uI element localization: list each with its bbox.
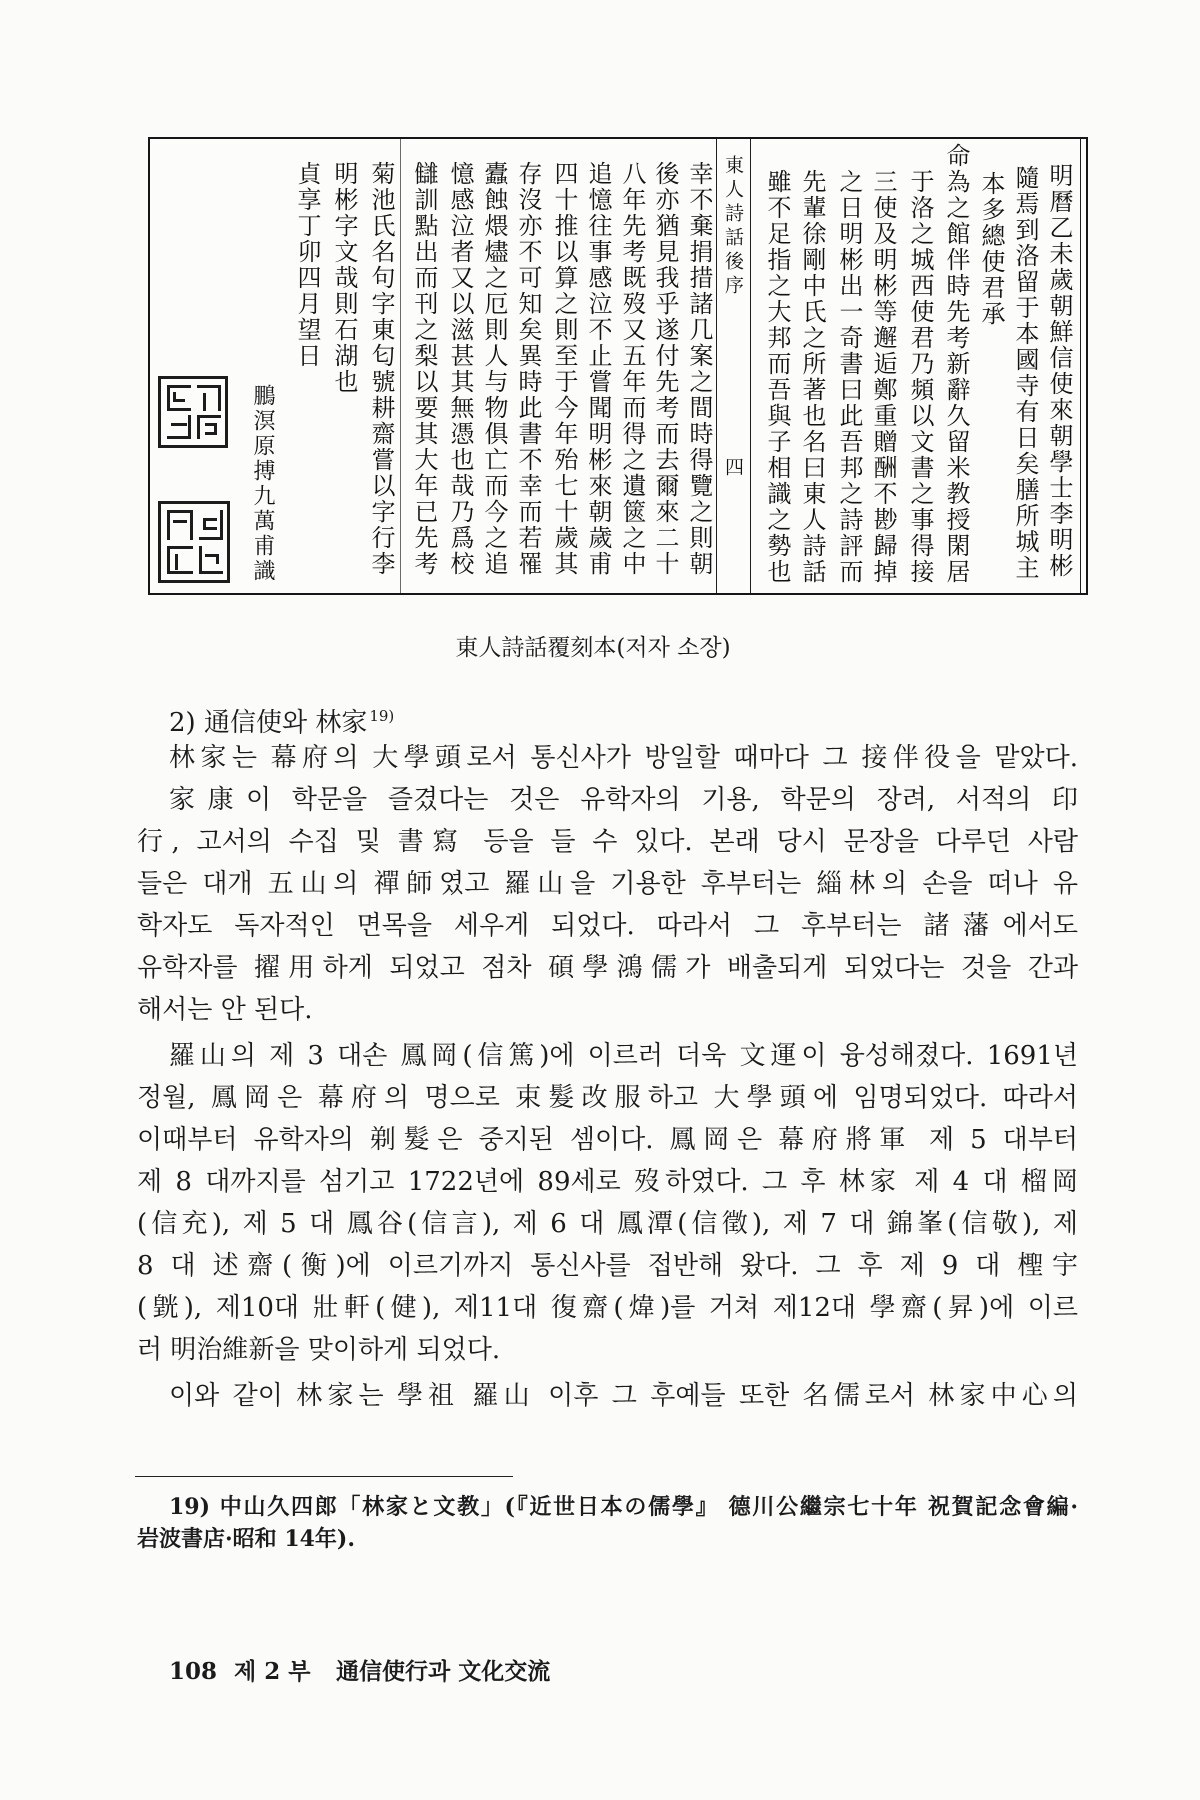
figure-signature: 鵬溟原搏九萬甫識 (250, 384, 275, 584)
footnote-number: 19) (169, 1494, 211, 1520)
figure-text-column: 八年先考既歿又五年而得之遺篋之中 (618, 161, 646, 577)
figure-text-column: 隨焉到洛留于本國寺有日矣膳所城主 (1011, 165, 1039, 581)
page-edge-line (400, 139, 401, 593)
paragraph (137, 779, 1078, 1031)
figure-text-column: 明彬字文哉則石湖也 (330, 161, 358, 395)
page-number: 108 (169, 1658, 218, 1685)
figure-text-column: 蠹蝕煨燼之厄則人与物俱亡而今之追 (480, 161, 508, 577)
paragraph (137, 1375, 1078, 1417)
frame-line-right (1080, 139, 1081, 593)
figure-text-column: 之日明彬出一奇書曰此吾邦之詩評而 (835, 169, 863, 585)
body-line: 유학자를 擢用하게 되었고 점차 碩學鴻儒가 배출되게 되었다는 것을 간과 (137, 953, 1078, 983)
figure-text-column: 後亦猶見我乎遂付先考而去爾來二十 (651, 161, 679, 577)
body-line: 정월, 鳳岡은 幕府의 명으로 束髮改服하고 大學頭에 임명되었다. 따라서 (137, 1083, 1078, 1113)
seal-stamp-upper (158, 376, 228, 448)
gutter-title: 東人詩話後序 (722, 155, 744, 299)
body-line: (信充), 제 5 대 鳳谷(信言), 제 6 대 鳳潭(信徵), 제 7 대 錦峯(信敬), 제 (137, 1209, 1078, 1239)
figure-text-column: 讎訓點出而刊之梨以要其大年已先考 (410, 161, 438, 577)
figure-text-column: 于洛之城西使君乃頻以文書之事得接 (906, 169, 934, 585)
figure-text-column: 憶感泣者又以滋甚其無憑也哉乃爲校 (446, 161, 474, 577)
paragraph (137, 1035, 1078, 1371)
body-line: 해서는 안 된다. (137, 995, 313, 1025)
footnote-line: 岩波書店·昭和 14年). (137, 1526, 356, 1552)
figure-text-column: 幸不棄捐措諸几案之間時得覽之則朝 (685, 161, 713, 577)
gutter-line-right (750, 139, 751, 593)
gutter-line-left (716, 139, 717, 593)
body-line: 林家는 幕府의 大學頭로서 통신사가 방일할 때마다 그 接伴役을 맡았다. (169, 743, 1078, 773)
body-line: 行, 고서의 수집 및 書寫 등을 들 수 있다. 본래 당시 문장을 다루던 사람 (137, 827, 1078, 857)
figure-text-column: 三使及明彬等邂逅鄭重贈酬不尠歸掉 (869, 169, 897, 585)
figure-text-column: 貞享丁卯四月望日 (293, 161, 321, 369)
figure-text-column: 存沒亦不可知矣異時此書不幸而若罹 (514, 161, 542, 577)
figure-text-column: 本多總使君承 (977, 171, 1005, 327)
body-text (137, 737, 1078, 1417)
body-line: 러 明治維新을 맞이하게 되었다. (137, 1335, 501, 1365)
footnote-divider (135, 1476, 513, 1477)
figure-text-column: 明曆乙未歲朝鮮信使來朝學士李明彬 (1045, 163, 1073, 579)
body-line: 8 대 述齋(衡)에 이르기까지 통신사를 접반해 왔다. 그 후 제 9 대 檉宇 (137, 1251, 1078, 1281)
body-line: 이와 같이 林家는 學祖 羅山 이후 그 후예들 또한 名儒로서 林家中心의 (169, 1381, 1078, 1411)
body-line: 家康이 학문을 즐겼다는 것은 유학자의 기용, 학문의 장려, 서적의 印 (169, 785, 1078, 815)
body-line: (皝), 제10대 壯軒(健), 제11대 復齋(煒)를 거쳐 제12대 學齋(昇)에 이르 (137, 1293, 1078, 1323)
section-heading-text: 2) 通信使와 林家 (169, 708, 368, 738)
figure-text-column: 雖不足指之大邦而吾與子相識之勢也 (763, 169, 791, 585)
body-line: 제 8 대까지를 섬기고 1722년에 89세로 歿하였다. 그 후 林家 제 4 대 榴岡 (137, 1167, 1078, 1197)
paragraph (137, 737, 1078, 779)
footnote-line (137, 1491, 1078, 1523)
footnote-text: 中山久四郎「林家と文教」(『近世日本の儒學』 德川公繼宗七十年 祝賀記念會編· (218, 1494, 1078, 1520)
woodblock-figure (148, 137, 1088, 595)
footnote (137, 1491, 1078, 1555)
figure-caption: 東人詩話覆刻本(저자 소장) (455, 635, 731, 661)
figure-text-column: 四十推以算之則至于今年殆七十歲其 (550, 161, 578, 577)
body-line: 들은 대개 五山의 禪師였고 羅山을 기용한 후부터는 緇林의 손을 떠나 유 (137, 869, 1078, 899)
gutter-leaf-number: 四 (722, 457, 744, 481)
body-line: 이때부터 유학자의 剃髮은 중지된 셈이다. 鳳岡은 幕府將軍 제 5 대부터 (137, 1125, 1078, 1155)
footer-part: 제 2 부 (234, 1658, 311, 1685)
footnote-reference: 19) (369, 707, 395, 725)
figure-text-column: 先輩徐剛中氏之所著也名曰東人詩話 (798, 169, 826, 585)
footer-title: 通信使行과 文化交流 (336, 1658, 551, 1685)
seal-stamp-lower (158, 501, 230, 583)
figure-text-column: 追憶往事感泣不止嘗聞明彬來朝歲甫 (584, 161, 612, 577)
figure-text-column: 命為之館伴時先考新辭久留米教授閑居 (942, 143, 970, 585)
body-line: 학자도 독자적인 면목을 세우게 되었다. 따라서 그 후부터는 諸藩에서도 (137, 911, 1078, 941)
section-heading (169, 695, 394, 737)
figure-text-column: 菊池氏名句字東匂號耕齋嘗以字行李 (367, 161, 395, 577)
body-line: 羅山의 제 3 대손 鳳岡(信篤)에 이르러 더욱 文運이 융성해졌다. 1691년 (169, 1041, 1078, 1071)
